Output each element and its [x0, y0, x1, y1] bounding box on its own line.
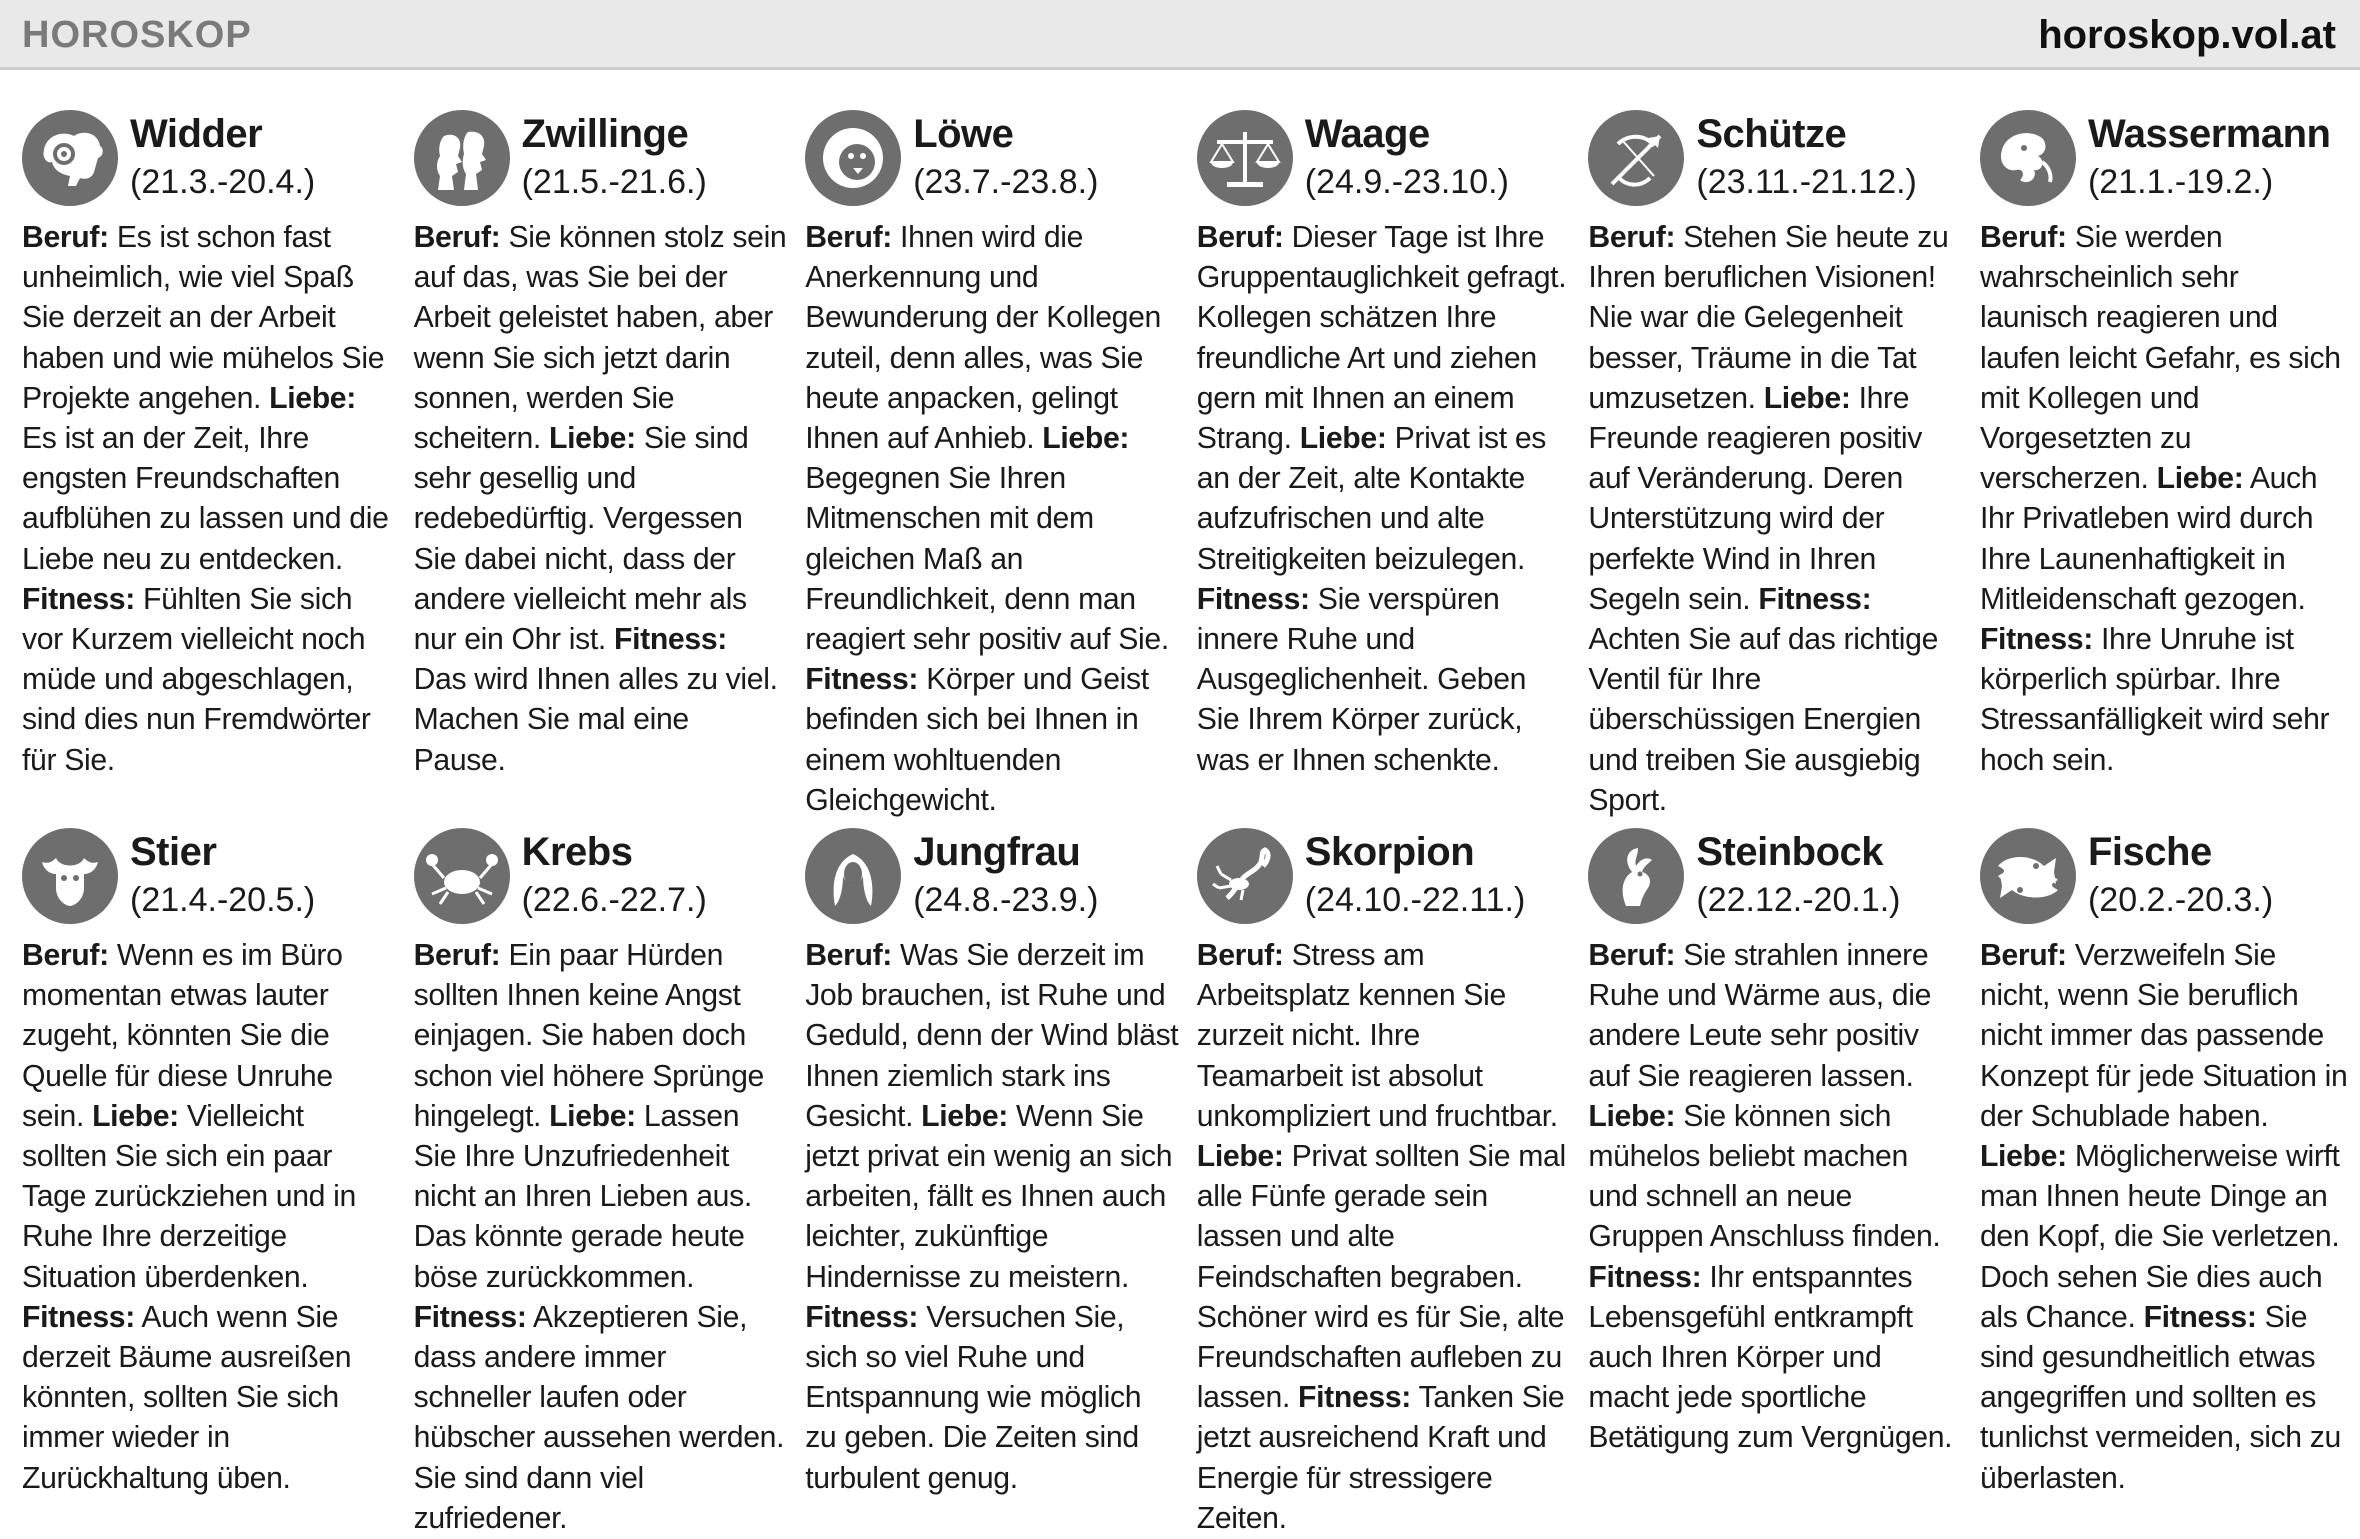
archer-icon [1588, 110, 1684, 206]
text-liebe: Ihre Freunde reagieren positiv auf Veränderung. Deren Unterstützung wird der perfekte Wind in Ihren Segeln sein. [1588, 381, 1922, 616]
sign-card-zwillinge [414, 100, 806, 818]
text-liebe: Privat ist es an der Zeit, alte Kontakte aufzufrischen und alte Streitigkeiten beizulegen. [1196, 422, 1547, 576]
label-liebe: Liebe: [549, 422, 636, 456]
label-fitness: Fitness: [1196, 582, 1310, 616]
sign-name: Fische [2087, 830, 2212, 874]
sign-name: Waage [1304, 112, 1430, 156]
text-beruf: Ihnen wird die Anerkennung und Bewunderung der Kollegen zuteil, denn alles, was Sie heute anpacken, gelingt Ihnen auf Anhieb. [805, 221, 1161, 456]
text-liebe: Auch Ihr Privatleben wird durch Ihre Launenhaftigkeit in Mitleidenschaft gezogen. [1979, 462, 2318, 616]
text-liebe: Möglicherweise wirft man Ihnen heute Dinge an den Kopf, die Sie verletzen. Doch sehen Sie dies auch als Chance. [1979, 1140, 2340, 1334]
water-bearer-icon [1980, 110, 2076, 206]
sign-name: Stier [130, 830, 217, 874]
text-beruf: Wenn es im Büro momentan etwas lauter zugeht, könnten Sie die Quelle für diese Unruhe sein. [22, 939, 343, 1133]
sign-card-steinbock [1588, 818, 1980, 1531]
sign-dates: (24.10.-22.11.) [1304, 881, 1526, 919]
label-beruf: Beruf: [22, 221, 109, 254]
label-beruf: Beruf: [805, 939, 892, 972]
label-beruf: Beruf: [413, 221, 501, 254]
sign-name: Widder [130, 112, 263, 156]
label-liebe: Liebe: [2156, 462, 2244, 496]
label-fitness: Fitness: [413, 1300, 527, 1334]
scorpion-icon [1197, 828, 1293, 924]
sign-text [1197, 218, 1571, 781]
sign-text [1588, 936, 1962, 1459]
sign-card-schütze [1588, 100, 1980, 818]
sign-name: Krebs [521, 830, 633, 874]
label-beruf: Beruf: [1979, 221, 2067, 254]
text-beruf: Stehen Sie heute zu Ihren beruflichen Visionen! Nie war die Gelegenheit besser, Träume in die Tat umzusetzen. [1588, 221, 1949, 415]
sign-dates: (21.4.-20.5.) [130, 881, 316, 919]
label-beruf: Beruf: [413, 939, 501, 972]
sign-text [805, 218, 1179, 821]
sign-dates: (20.2.-20.3.) [2087, 881, 2274, 919]
label-beruf: Beruf: [1196, 221, 1284, 254]
sign-name: Schütze [1696, 112, 1847, 156]
label-liebe: Liebe: [549, 1099, 636, 1133]
sign-name: Löwe [913, 112, 1014, 156]
label-fitness: Fitness: [2143, 1300, 2257, 1334]
label-beruf: Beruf: [1588, 939, 1676, 972]
text-fitness: Akzeptieren Sie, dass andere immer schneller laufen oder hübscher aussehen werden. Sie sind dann viel zufriedener. [413, 1300, 785, 1535]
text-beruf: Sie werden wahrscheinlich sehr launisch reagieren und laufen leicht Gefahr, es sich mit Kollegen und Vorgesetzten zu verscherzen. [1979, 221, 2341, 496]
label-fitness: Fitness: [1758, 582, 1872, 616]
sign-name: Wassermann [2087, 112, 2331, 156]
sign-text [1588, 218, 1962, 821]
text-beruf: Sie strahlen innere Ruhe und Wärme aus, die andere Leute sehr positiv auf Sie reagieren lassen. [1588, 939, 1932, 1093]
sign-dates: (22.12.-20.1.) [1696, 881, 1901, 919]
label-beruf: Beruf: [1588, 221, 1676, 254]
label-liebe: Liebe: [921, 1099, 1008, 1133]
text-fitness: Achten Sie auf das richtige Ventil für Ihre überschüssigen Energien und treiben Sie ausgiebig Sport. [1588, 623, 1939, 817]
sign-text [414, 936, 788, 1539]
text-liebe: Sie sind sehr gesellig und redebedürftig. Vergessen Sie dabei nicht, dass der andere vielleicht mehr als nur ein Ohr ist. [413, 422, 749, 657]
label-fitness: Fitness: [1979, 623, 2093, 657]
label-beruf: Beruf: [1979, 939, 2067, 972]
virgin-icon [805, 828, 901, 924]
sign-text [1197, 936, 1571, 1539]
horoscope-grid [0, 100, 2360, 1535]
text-fitness: Fühlten Sie sich vor Kurzem vielleicht noch müde und abgeschlagen, sind dies nun Fremdwörter für Sie. [22, 582, 371, 777]
lion-icon [805, 110, 901, 206]
crab-icon [414, 828, 510, 924]
text-beruf: Sie können stolz sein auf das, was Sie bei der Arbeit geleistet haben, aber wenn Sie sich jetzt darin sonnen, werden Sie scheitern. [413, 221, 787, 456]
text-beruf: Ein paar Hürden sollten Ihnen keine Angst einjagen. Sie haben doch schon viel höhere Sprünge hingelegt. [413, 939, 764, 1133]
label-liebe: Liebe: [1588, 1099, 1676, 1133]
label-liebe: Liebe: [269, 381, 356, 415]
sign-card-krebs [413, 818, 806, 1535]
text-fitness: Das wird Ihnen alles zu viel. Machen Sie mal eine Pause. [413, 663, 778, 777]
text-liebe: Privat sollten Sie mal alle Fünfe gerade sein lassen und alte Feindschaften begraben. Schöner wird es für Sie, alte Freundschaften aufleben zu lassen. [1196, 1140, 1566, 1415]
sign-text [22, 218, 396, 781]
twins-icon [414, 110, 510, 206]
section-title: HOROSKOP [22, 14, 252, 56]
sign-name: Steinbock [1696, 830, 1884, 874]
text-liebe: Lassen Sie Ihre Unzufriedenheit nicht an Ihren Lieben aus. Das könnte gerade heute böse zurückkommen. [413, 1099, 752, 1294]
label-fitness: Fitness: [22, 582, 135, 616]
sign-text [22, 936, 396, 1499]
sign-text [414, 218, 788, 781]
label-liebe: Liebe: [1196, 1140, 1284, 1174]
text-beruf: Was Sie derzeit im Job brauchen, ist Ruhe und Geduld, denn der Wind bläst Ihnen ziemlich stark ins Gesicht. [805, 939, 1179, 1133]
text-fitness: Auch wenn Sie derzeit Bäume ausreißen könnten, sollten Sie sich immer wieder in Zurückhaltung üben. [22, 1300, 352, 1495]
sign-text [1980, 218, 2354, 781]
header-bar [0, 0, 2360, 70]
sign-card-löwe [805, 100, 1197, 818]
sign-dates: (23.11.-21.12.) [1696, 163, 1917, 201]
label-beruf: Beruf: [1196, 939, 1284, 972]
label-liebe: Liebe: [1979, 1140, 2067, 1174]
site-url[interactable]: horoskop.vol.at [2038, 13, 2336, 57]
ram-icon [22, 110, 118, 206]
sign-text [805, 936, 1179, 1499]
sign-card-jungfrau [805, 818, 1197, 1531]
sign-card-widder [22, 100, 414, 818]
text-fitness: Körper und Geist befinden sich bei Ihnen in einem wohltuenden Gleichgewicht. [805, 663, 1149, 817]
label-fitness: Fitness: [1298, 1381, 1411, 1415]
sign-card-skorpion [1196, 818, 1589, 1535]
text-liebe: Sie können sich mühelos beliebt machen und schnell an neue Gruppen Anschluss finden. [1588, 1099, 1941, 1254]
sign-dates: (23.7.-23.8.) [913, 163, 1099, 201]
sign-dates: (21.1.-19.2.) [2087, 163, 2274, 201]
sign-text [1980, 936, 2354, 1499]
text-beruf: Dieser Tage ist Ihre Gruppentauglichkeit gefragt. Kollegen schätzen Ihre freundliche Art und ziehen gern mit Ihnen an einem Strang. [1196, 221, 1567, 456]
sign-card-fische [1980, 818, 2360, 1531]
sign-card-wassermann [1980, 100, 2360, 818]
text-fitness: Sie sind gesundheitlich etwas angegriffen und sollten es tunlichst vermeiden, sich zu überlasten. [1979, 1300, 2341, 1495]
label-liebe: Liebe: [1763, 381, 1851, 415]
sign-name: Jungfrau [913, 830, 1081, 874]
sign-dates: (24.9.-23.10.) [1304, 163, 1509, 201]
label-beruf: Beruf: [805, 221, 892, 254]
bull-icon [22, 828, 118, 924]
text-fitness: Tanken Sie jetzt ausreichend Kraft und Energie für stressigere Zeiten. [1196, 1381, 1565, 1535]
text-beruf: Stress am Arbeitsplatz kennen Sie zurzeit nicht. Ihre Teamarbeit ist absolut unkompliziert und fruchtbar. [1196, 939, 1558, 1133]
sign-name: Zwillinge [521, 112, 689, 156]
label-fitness: Fitness: [805, 1300, 919, 1334]
label-liebe: Liebe: [1042, 422, 1130, 456]
text-beruf: Es ist schon fast unheimlich, wie viel Spaß Sie derzeit an der Arbeit haben und wie mühelos Sie Projekte angehen. [22, 221, 385, 415]
label-fitness: Fitness: [614, 623, 727, 657]
text-fitness: Versuchen Sie, sich so viel Ruhe und Entspannung wie möglich zu geben. Die Zeiten sind turbulent genug. [805, 1300, 1142, 1495]
label-fitness: Fitness: [22, 1300, 135, 1334]
label-liebe: Liebe: [1299, 422, 1387, 456]
text-fitness: Sie verspüren innere Ruhe und Ausgeglichenheit. Geben Sie Ihrem Körper zurück, was er Ihnen schenkte. [1196, 582, 1527, 777]
label-liebe: Liebe: [92, 1099, 179, 1133]
text-liebe: Vielleicht sollten Sie sich ein paar Tage zurückziehen und in Ruhe Ihre derzeitige Situation überdenken. [22, 1099, 356, 1294]
text-liebe: Wenn Sie jetzt privat ein wenig an sich arbeiten, fällt es Ihnen auch leichter, zukünftige Hindernisse zu meistern. [805, 1099, 1173, 1294]
text-liebe: Es ist an der Zeit, Ihre engsten Freundschaften aufblühen zu lassen und die Liebe neu zu entdecken. [22, 422, 389, 576]
label-beruf: Beruf: [22, 939, 109, 972]
sign-card-stier [22, 818, 414, 1531]
text-liebe: Begegnen Sie Ihren Mitmenschen mit dem gleichen Maß an Freundlichkeit, denn man reagiert sehr positiv auf Sie. [805, 462, 1169, 657]
text-fitness: Ihr entspanntes Lebensgefühl entkrampft auch Ihren Körper und macht jede sportliche Betätigung zum Vergnügen. [1588, 1260, 1953, 1455]
sign-name: Skorpion [1304, 830, 1475, 874]
label-fitness: Fitness: [1588, 1260, 1702, 1294]
text-beruf: Verzweifeln Sie nicht, wenn Sie beruflich nicht immer das passende Konzept für jede Situation in der Schublade haben. [1979, 939, 2348, 1133]
sign-dates: (21.3.-20.4.) [130, 163, 316, 201]
fish-icon [1980, 828, 2076, 924]
sign-dates: (24.8.-23.9.) [913, 881, 1099, 919]
label-fitness: Fitness: [805, 663, 919, 697]
text-fitness: Ihre Unruhe ist körperlich spürbar. Ihre Stressanfälligkeit wird sehr hoch sein. [1979, 623, 2330, 777]
sign-card-waage [1197, 100, 1589, 818]
scales-icon [1197, 110, 1293, 206]
sign-dates: (22.6.-22.7.) [521, 881, 707, 919]
sign-dates: (21.5.-21.6.) [521, 163, 707, 201]
ibex-icon [1588, 828, 1684, 924]
